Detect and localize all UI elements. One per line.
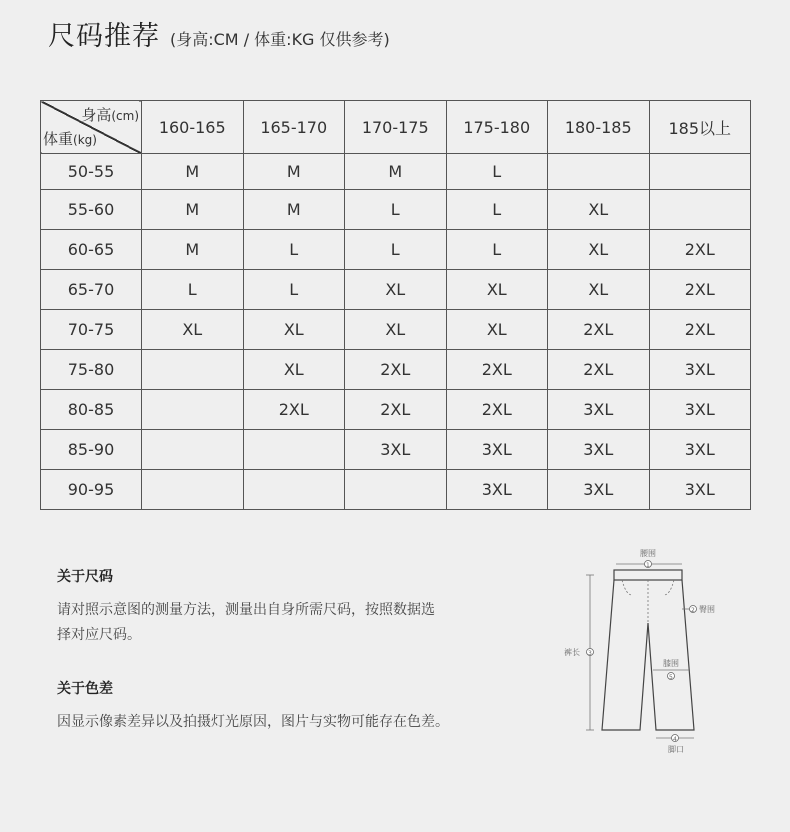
length-label: 裤长 (564, 648, 580, 657)
svg-text:4: 4 (673, 736, 677, 743)
size-cell: 3XL (345, 430, 447, 470)
size-cell: L (345, 190, 447, 230)
size-cell: 3XL (649, 390, 751, 430)
size-cell (649, 190, 751, 230)
size-chart-table (40, 100, 751, 510)
size-cell: M (142, 154, 244, 190)
size-cell: L (446, 190, 548, 230)
height-header: 160-165 (142, 101, 244, 154)
size-cell (243, 430, 345, 470)
size-cell: 2XL (345, 350, 447, 390)
size-note-line: 择对应尺码。 (57, 627, 141, 643)
height-header-row (41, 101, 751, 154)
weight-cell: 80-85 (41, 390, 142, 430)
hip-label: 臀围 (699, 605, 715, 614)
height-header: 185以上 (649, 101, 751, 154)
svg-text:1: 1 (646, 562, 650, 569)
size-cell: 3XL (649, 470, 751, 510)
size-cell: L (446, 154, 548, 190)
size-cell: 3XL (446, 470, 548, 510)
weight-cell: 60-65 (41, 230, 142, 270)
size-cell: 3XL (548, 390, 650, 430)
color-note-text: 因显示像素差异以及拍摄灯光原因，图片与实物可能存在色差。 (57, 714, 449, 730)
weight-cell: 55-60 (41, 190, 142, 230)
table-row (41, 390, 751, 430)
size-cell: XL (345, 270, 447, 310)
knee-label: 膝围 (663, 659, 679, 668)
svg-text:2: 2 (691, 607, 695, 614)
height-header: 175-180 (446, 101, 548, 154)
size-cell: L (243, 270, 345, 310)
size-cell: XL (142, 310, 244, 350)
table-row (41, 350, 751, 390)
waist-label: 腰围 (640, 549, 656, 558)
weight-cell: 65-70 (41, 270, 142, 310)
notes-section (57, 566, 477, 765)
svg-text:3: 3 (588, 650, 592, 657)
size-note-title: 关于尺码 (57, 569, 113, 585)
size-cell: M (142, 190, 244, 230)
table-row (41, 230, 751, 270)
svg-text:5: 5 (669, 674, 673, 681)
size-note-line: 请对照示意图的测量方法，测量出自身所需尺码，按照数据选 (57, 602, 435, 618)
table-row (41, 270, 751, 310)
size-cell: XL (243, 310, 345, 350)
size-cell: 3XL (649, 430, 751, 470)
size-cell (345, 470, 447, 510)
size-cell (243, 470, 345, 510)
height-header: 180-185 (548, 101, 650, 154)
size-cell: XL (548, 230, 650, 270)
size-cell (548, 154, 650, 190)
page-subtitle: (身高:CM / 体重:KG 仅供参考) (170, 30, 390, 49)
size-cell: XL (446, 310, 548, 350)
size-cell: L (243, 230, 345, 270)
pants-measurement-diagram (560, 545, 730, 760)
weight-cell: 50-55 (41, 154, 142, 190)
weight-cell: 85-90 (41, 430, 142, 470)
corner-height-label: 身高(cm) (81, 106, 139, 124)
table-row (41, 154, 751, 190)
corner-cell (41, 101, 142, 154)
size-cell: XL (548, 190, 650, 230)
size-cell (142, 470, 244, 510)
size-cell: 2XL (345, 390, 447, 430)
size-cell: M (243, 154, 345, 190)
weight-cell: 75-80 (41, 350, 142, 390)
height-header: 165-170 (243, 101, 345, 154)
size-cell: 2XL (649, 230, 751, 270)
size-cell (142, 430, 244, 470)
size-cell: 3XL (548, 470, 650, 510)
size-cell: XL (243, 350, 345, 390)
size-cell: 3XL (446, 430, 548, 470)
size-cell: 2XL (243, 390, 345, 430)
size-cell: 2XL (446, 390, 548, 430)
hem-label: 脚口 (668, 745, 684, 754)
size-cell: XL (548, 270, 650, 310)
size-cell: L (142, 270, 244, 310)
size-cell: 2XL (548, 350, 650, 390)
size-cell: XL (345, 310, 447, 350)
weight-cell: 70-75 (41, 310, 142, 350)
size-cell: M (142, 230, 244, 270)
size-note (57, 566, 477, 648)
size-cell: XL (446, 270, 548, 310)
size-cell (142, 390, 244, 430)
size-cell: L (446, 230, 548, 270)
table-row (41, 190, 751, 230)
size-cell (649, 154, 751, 190)
table-row (41, 430, 751, 470)
color-note (57, 678, 477, 735)
color-note-title: 关于色差 (57, 681, 113, 697)
size-cell: 2XL (649, 310, 751, 350)
size-cell: 2XL (649, 270, 751, 310)
size-cell: M (243, 190, 345, 230)
table-row (41, 470, 751, 510)
size-cell (142, 350, 244, 390)
size-cell: M (345, 154, 447, 190)
size-cell: L (345, 230, 447, 270)
size-cell: 3XL (649, 350, 751, 390)
page-header (48, 14, 390, 53)
table-row (41, 310, 751, 350)
size-cell: 3XL (548, 430, 650, 470)
size-cell: 2XL (548, 310, 650, 350)
weight-cell: 90-95 (41, 470, 142, 510)
page-title: 尺码推荐 (48, 21, 160, 52)
size-cell: 2XL (446, 350, 548, 390)
corner-weight-label: 体重(kg) (43, 130, 97, 148)
height-header: 170-175 (345, 101, 447, 154)
